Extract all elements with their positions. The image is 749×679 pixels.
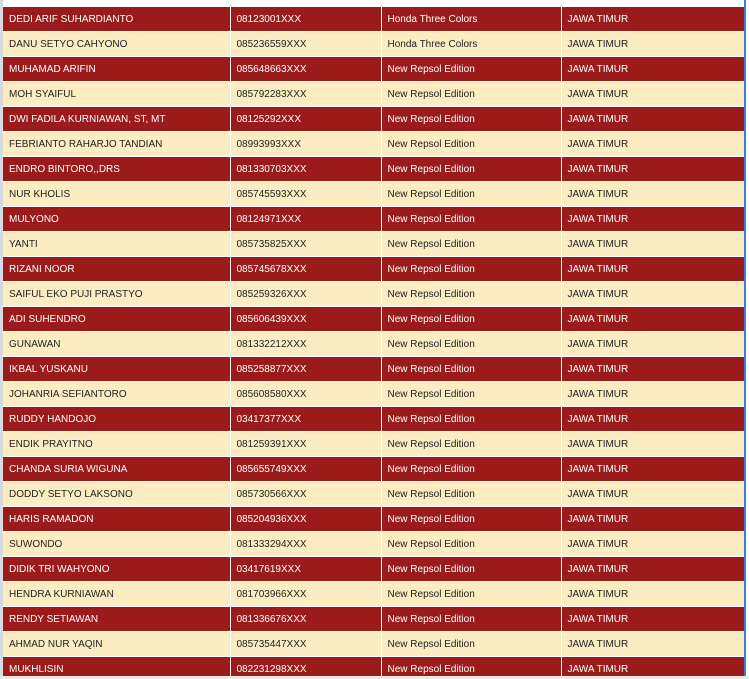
cell-province: JAWA TIMUR <box>561 582 744 607</box>
cell-name: HENDRA KURNIAWAN <box>3 582 230 607</box>
cell-province: JAWA TIMUR <box>561 657 744 679</box>
participants-table <box>3 7 745 679</box>
table-row <box>3 557 744 582</box>
cell-province: JAWA TIMUR <box>561 607 744 632</box>
cell-province: JAWA TIMUR <box>561 232 744 257</box>
cell-province: JAWA TIMUR <box>561 307 744 332</box>
cell-name: RIZANI NOOR <box>3 257 230 282</box>
cell-type: New Repsol Edition <box>381 482 561 507</box>
cell-province: JAWA TIMUR <box>561 507 744 532</box>
cell-name: DWI FADILA KURNIAWAN, ST, MT <box>3 107 230 132</box>
cell-name: AHMAD NUR YAQIN <box>3 632 230 657</box>
cell-phone: 085648663XXX <box>230 57 381 82</box>
cell-province: JAWA TIMUR <box>561 182 744 207</box>
cell-phone: 085730566XXX <box>230 482 381 507</box>
cell-name: MUHAMAD ARIFIN <box>3 57 230 82</box>
cell-province: JAWA TIMUR <box>561 407 744 432</box>
table-row <box>3 632 744 657</box>
cell-phone: 085745593XXX <box>230 182 381 207</box>
cell-province: JAWA TIMUR <box>561 257 744 282</box>
cell-phone: 085655749XXX <box>230 457 381 482</box>
table-row <box>3 232 744 257</box>
cell-type: New Repsol Edition <box>381 532 561 557</box>
cell-name: CHANDA SURIA WIGUNA <box>3 457 230 482</box>
cell-province: JAWA TIMUR <box>561 632 744 657</box>
cell-name: SAIFUL EKO PUJI PRASTYO <box>3 282 230 307</box>
cell-name: IKBAL YUSKANU <box>3 357 230 382</box>
cell-name: DANU SETYO CAHYONO <box>3 32 230 57</box>
cell-type: New Repsol Edition <box>381 107 561 132</box>
cell-name: RUDDY HANDOJO <box>3 407 230 432</box>
table-row <box>3 432 744 457</box>
cell-name: HARIS RAMADON <box>3 507 230 532</box>
cell-name: DEDI ARIF SUHARDIANTO <box>3 7 230 32</box>
cell-province: JAWA TIMUR <box>561 557 744 582</box>
cell-type: New Repsol Edition <box>381 432 561 457</box>
cell-name: MOH SYAIFUL <box>3 82 230 107</box>
cell-phone: 085606439XXX <box>230 307 381 332</box>
cell-province: JAWA TIMUR <box>561 382 744 407</box>
cell-province: JAWA TIMUR <box>561 282 744 307</box>
table-row <box>3 82 744 107</box>
cell-type: New Repsol Edition <box>381 332 561 357</box>
cell-phone: 081332212XXX <box>230 332 381 357</box>
cell-phone: 085204936XXX <box>230 507 381 532</box>
table-row <box>3 307 744 332</box>
cell-type: New Repsol Edition <box>381 157 561 182</box>
cell-name: GUNAWAN <box>3 332 230 357</box>
cell-type: New Repsol Edition <box>381 632 561 657</box>
table-row <box>3 607 744 632</box>
window-edge <box>744 0 746 679</box>
table-row <box>3 282 744 307</box>
cell-phone: 085735825XXX <box>230 232 381 257</box>
cell-phone: 081259391XXX <box>230 432 381 457</box>
cell-phone: 085735447XXX <box>230 632 381 657</box>
cell-type: New Repsol Edition <box>381 82 561 107</box>
cell-province: JAWA TIMUR <box>561 457 744 482</box>
cell-province: JAWA TIMUR <box>561 432 744 457</box>
table-row <box>3 532 744 557</box>
cell-name: ADI SUHENDRO <box>3 307 230 332</box>
cell-type: New Repsol Edition <box>381 657 561 679</box>
cell-phone: 085608580XXX <box>230 382 381 407</box>
table-row <box>3 382 744 407</box>
cell-phone: 082231298XXX <box>230 657 381 679</box>
cell-phone: 081333294XXX <box>230 532 381 557</box>
table-row <box>3 7 744 32</box>
cell-name: MULYONO <box>3 207 230 232</box>
cell-type: New Repsol Edition <box>381 307 561 332</box>
table-row <box>3 132 744 157</box>
table-row <box>3 507 744 532</box>
cell-name: JOHANRIA SEFIANTORO <box>3 382 230 407</box>
table-row <box>3 107 744 132</box>
cell-province: JAWA TIMUR <box>561 32 744 57</box>
cell-type: New Repsol Edition <box>381 382 561 407</box>
cell-type: New Repsol Edition <box>381 357 561 382</box>
cell-type: New Repsol Edition <box>381 257 561 282</box>
cell-province: JAWA TIMUR <box>561 332 744 357</box>
cell-name: MUKHLISIN <box>3 657 230 679</box>
cell-type: New Repsol Edition <box>381 607 561 632</box>
cell-phone: 03417377XXX <box>230 407 381 432</box>
table-row <box>3 482 744 507</box>
cell-province: JAWA TIMUR <box>561 532 744 557</box>
cell-province: JAWA TIMUR <box>561 57 744 82</box>
cell-phone: 081703966XXX <box>230 582 381 607</box>
cell-type: New Repsol Edition <box>381 507 561 532</box>
table-row <box>3 157 744 182</box>
participants-table-body <box>3 7 744 679</box>
cell-type: New Repsol Edition <box>381 132 561 157</box>
cell-province: JAWA TIMUR <box>561 207 744 232</box>
cell-name: RENDY SETIAWAN <box>3 607 230 632</box>
table-row <box>3 357 744 382</box>
cell-type: New Repsol Edition <box>381 232 561 257</box>
cell-type: New Repsol Edition <box>381 407 561 432</box>
cell-name: NUR KHOLIS <box>3 182 230 207</box>
cell-name: FEBRIANTO RAHARJO TANDIAN <box>3 132 230 157</box>
cell-phone: 085258877XXX <box>230 357 381 382</box>
cell-type: New Repsol Edition <box>381 57 561 82</box>
table-row <box>3 582 744 607</box>
table-row <box>3 207 744 232</box>
cell-province: JAWA TIMUR <box>561 482 744 507</box>
cell-name: YANTI <box>3 232 230 257</box>
cell-type: New Repsol Edition <box>381 207 561 232</box>
cell-phone: 08124971XXX <box>230 207 381 232</box>
cell-phone: 08993993XXX <box>230 132 381 157</box>
cell-name: SUWONDO <box>3 532 230 557</box>
table-row <box>3 407 744 432</box>
cell-province: JAWA TIMUR <box>561 132 744 157</box>
cell-type: New Repsol Edition <box>381 182 561 207</box>
cell-type: New Repsol Edition <box>381 582 561 607</box>
cell-name: DODDY SETYO LAKSONO <box>3 482 230 507</box>
table-row <box>3 457 744 482</box>
cell-type: New Repsol Edition <box>381 557 561 582</box>
cell-province: JAWA TIMUR <box>561 107 744 132</box>
cell-phone: 081330703XXX <box>230 157 381 182</box>
cell-type: Honda Three Colors <box>381 32 561 57</box>
cell-phone: 03417619XXX <box>230 557 381 582</box>
cell-province: JAWA TIMUR <box>561 7 744 32</box>
cell-type: New Repsol Edition <box>381 457 561 482</box>
cell-province: JAWA TIMUR <box>561 357 744 382</box>
cell-phone: 08125292XXX <box>230 107 381 132</box>
cell-type: Honda Three Colors <box>381 7 561 32</box>
table-row <box>3 182 744 207</box>
cell-phone: 085236559XXX <box>230 32 381 57</box>
table-row <box>3 332 744 357</box>
cell-phone: 085792283XXX <box>230 82 381 107</box>
cell-phone: 085259326XXX <box>230 282 381 307</box>
table-row <box>3 257 744 282</box>
table-row <box>3 57 744 82</box>
cell-type: New Repsol Edition <box>381 282 561 307</box>
cell-province: JAWA TIMUR <box>561 157 744 182</box>
cell-name: ENDRO BINTORO,,DRS <box>3 157 230 182</box>
table-row <box>3 32 744 57</box>
cell-province: JAWA TIMUR <box>561 82 744 107</box>
cell-phone: 08123001XXX <box>230 7 381 32</box>
cell-name: ENDIK PRAYITNO <box>3 432 230 457</box>
cell-phone: 085745678XXX <box>230 257 381 282</box>
cell-phone: 081336676XXX <box>230 607 381 632</box>
cell-name: DIDIK TRI WAHYONO <box>3 557 230 582</box>
